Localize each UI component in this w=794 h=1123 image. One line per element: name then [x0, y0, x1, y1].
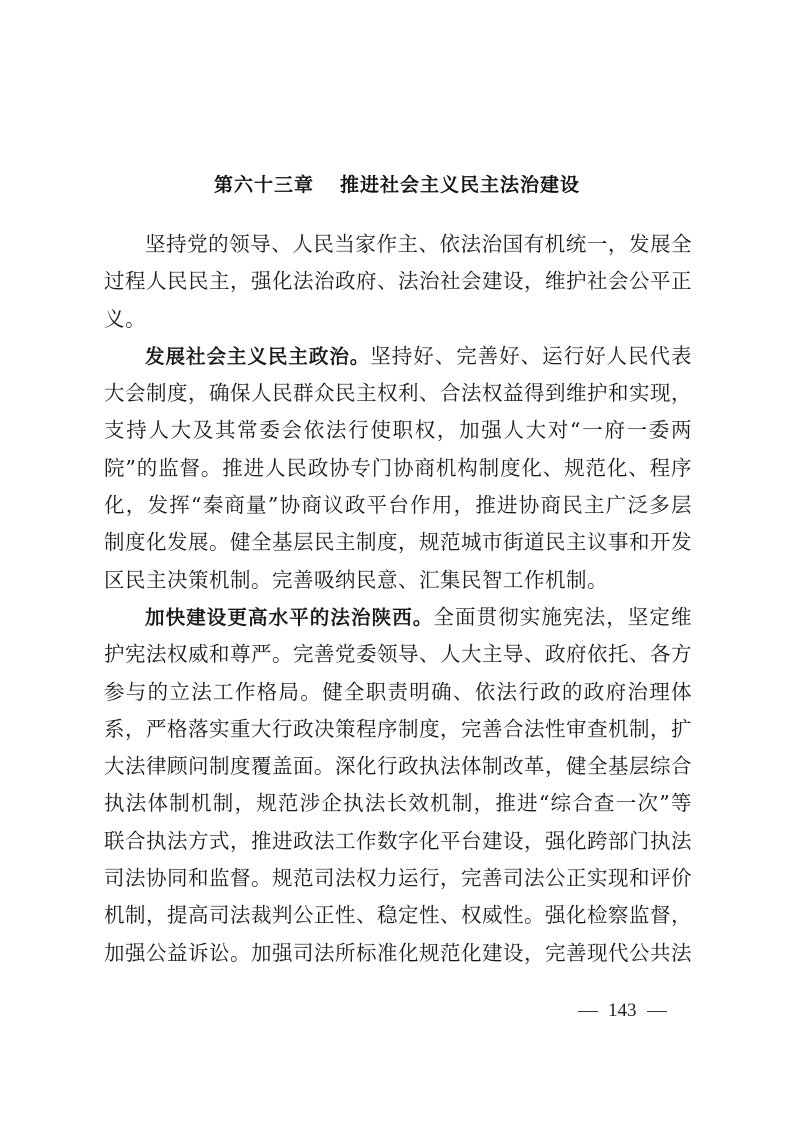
chapter-heading: [0, 170, 794, 197]
paragraph-lead: 加快建设更高水平的法治陕西。: [145, 605, 434, 629]
chapter-number: 第六十三章: [213, 174, 314, 196]
page-number: [568, 1000, 677, 1022]
dash-left: [578, 1011, 598, 1012]
paragraph-intro: [104, 226, 692, 338]
paragraph-rule-of-law: [104, 599, 692, 972]
body-text: [104, 226, 692, 972]
paragraph-lead: 发展社会主义民主政治。: [145, 344, 371, 368]
paragraph-text: 坚持好、完善好、运行好人民代表大会制度，确保人民群众民主权利、合法权益得到维护和实现，支持人大及其常委会依法行使职权，加强人大对“一府一委两院”的监督。推进人民政协专门协商机构制度化、规范化、程序化，发挥“秦商量”协商议政平台作用，推进协商民主广泛多层制度化发展。健全基层民主制度，规范城市街道民主议事和开发区民主决策机制。完善吸纳民意、汇集民智工作机制。: [104, 343, 692, 592]
paragraph-democracy: [104, 338, 692, 599]
page-number-value: 143: [608, 1000, 637, 1021]
paragraph-text: 全面贯彻实施宪法，坚定维护宪法权威和尊严。完善党委领导、人大主导、政府依托、各方参与的立法工作格局。健全职责明确、依法行政的政府治理体系，严格落实重大行政决策程序制度，完善合法性审查机制，扩大法律顾问制度覆盖面。深化行政执法体制改革，健全基层综合执法体制机制，规范涉企执法长效机制，推进“综合查一次”等联合执法方式，推进政法工作数字化平台建设，强化跨部门执法司法协同和监督。规范司法权力运行，完善司法公正实现和评价机制，提高司法裁判公正性、稳定性、权威性。强化检察监督，加强公益诉讼。加强司法所标准化规范化建设，完善现代公共法: [104, 604, 692, 965]
chapter-title: 推进社会主义民主法治建设: [340, 174, 581, 196]
paragraph-text: 坚持党的领导、人民当家作主、依法治国有机统一，发展全过程人民民主，强化法治政府、法治社会建设，维护社会公平正义。: [104, 232, 692, 331]
dash-right: [647, 1011, 667, 1012]
